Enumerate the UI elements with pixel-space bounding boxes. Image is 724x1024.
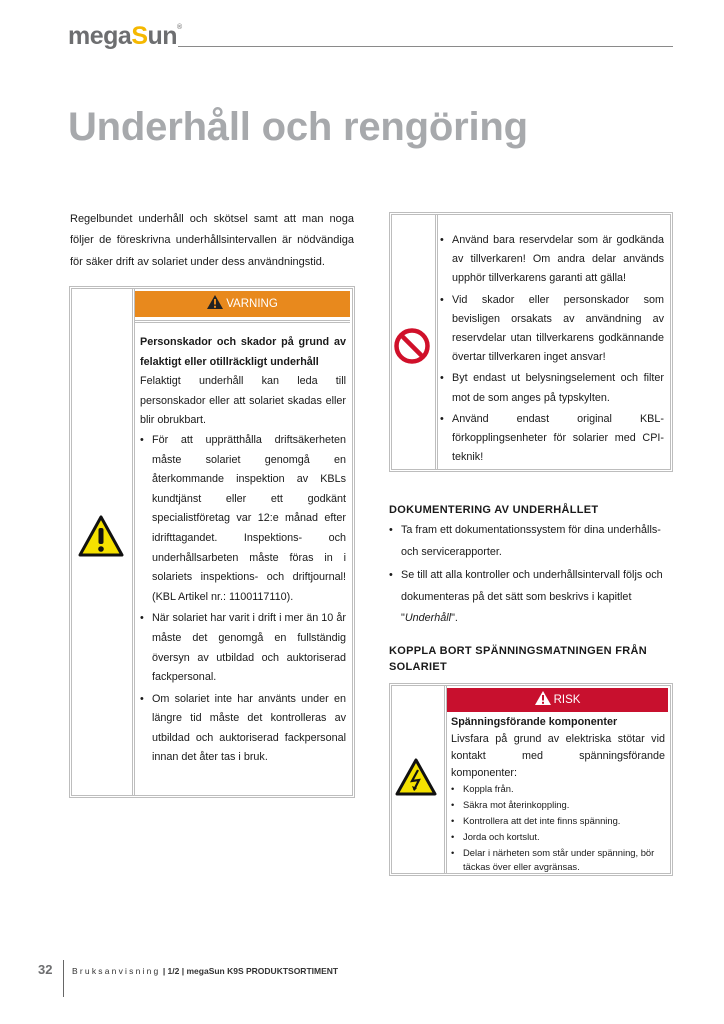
prohibition-content	[440, 231, 664, 469]
list-item: • Använd endast original KBL-förkopplingsenheter för solarier med CPI-teknik!	[440, 410, 664, 468]
list-item-text: ".	[451, 612, 458, 625]
footer-doc-type: Bruksanvisning	[72, 966, 161, 976]
warning-header	[135, 291, 350, 317]
registered-mark: ®	[177, 24, 182, 31]
warning-box	[69, 286, 355, 798]
logo-text-mega: mega	[68, 22, 132, 50]
warning-text: Felaktigt underhåll kan leda till personskador eller att solariet skadas eller blir obrukbart.	[140, 375, 346, 427]
documentation-heading: DOKUMENTERING AV UNDERHÅLLET	[389, 504, 599, 516]
risk-text: Livsfara på grund av elektriska stötar vid kontakt med spänningsförande komponenter:	[451, 733, 665, 779]
footer-separator: | 1/2 |	[160, 966, 187, 976]
chapter-reference: Underhåll	[404, 612, 452, 625]
risk-title: Spänningsförande komponenter	[451, 716, 618, 728]
documentation-list	[389, 520, 673, 632]
list-item	[389, 565, 673, 630]
electrical-hazard-icon	[395, 758, 437, 796]
list-item: • Ta fram ett dokumentationssystem för dina underhålls- och servicerapporter.	[389, 520, 673, 563]
list-item: • När solariet har varit i drift i mer än 10 år måste det genomgå en fullständig översyn av utbildad och auktoriserad fackpersonal.	[140, 609, 346, 687]
risk-header	[447, 688, 668, 712]
footer-product: megaSun K9S PRODUKTSORTIMENT	[186, 966, 339, 976]
prohibition-box	[389, 212, 673, 472]
intro-paragraph: Regelbundet underhåll och skötsel samt att man noga följer de föreskrivna underhållsintervallen är nödvändiga för säker drift av solariet under dess användningstid.	[70, 213, 354, 268]
logo-text-un: un	[147, 22, 178, 50]
risk-icon-column	[392, 686, 447, 873]
footer-text	[72, 966, 338, 976]
warning-icon-column	[72, 289, 135, 795]
risk-content	[451, 714, 665, 876]
list-item: • Jorda och kortslut.	[451, 830, 665, 844]
prohibition-icon	[393, 327, 431, 365]
list-item: • Använd bara reservdelar som är godkända av tillverkaren! Om andra delar används upphör tillverkarens garanti att gälla!	[440, 231, 664, 289]
list-item: • Vid skador eller personskador som bevisligen orsakats av användning av reservdelar utan tillverkarens godkännande övertar tillverkaren inget ansvar!	[440, 291, 664, 368]
prohibition-list	[440, 231, 664, 467]
prohibition-icon-column	[392, 215, 438, 469]
warning-title: Personskador och skador på grund av felaktigt eller otillräckligt underhåll	[140, 336, 346, 368]
page-number: 32	[38, 962, 53, 977]
warning-exclamation-icon	[78, 515, 124, 557]
warning-list	[140, 431, 346, 768]
risk-list	[451, 782, 665, 874]
list-item: • För att upprätthålla driftsäkerheten måste solariet genomgå en återkommande inspektion av KBLs kundtjänst eller ett godkänt specialistföretag var 12:e månad efter idrifttagandet. Inspektions- och underhållsarbeten måste föras in i solariets inspektions- och driftjournal! (KBL Artikel nr.: 1100117110).	[140, 431, 346, 607]
warning-triangle-icon	[207, 295, 223, 309]
list-item: • Om solariet inte har använts under en längre tid måste det kontrolleras av utbildad och auktoriserad fackpersonal innan det åter tas i bruk.	[140, 690, 346, 768]
list-item-text: Se till att alla kontroller och underhållsintervall följs och dokumenteras på det sätt som beskrivs i kapitlet "	[401, 569, 663, 625]
list-item: • Byt endast ut belysningselement och filter mot de som anges på typskylten.	[440, 369, 664, 407]
risk-label: RISK	[553, 694, 581, 706]
list-item: • Koppla från.	[451, 782, 665, 796]
logo-text-s: S	[131, 22, 148, 50]
warning-triangle-icon	[535, 691, 551, 705]
risk-box	[389, 683, 673, 876]
list-item: • Delar i närheten som står under spänning, bör täckas över eller avgränsas.	[451, 846, 665, 874]
megasun-logo	[68, 22, 182, 51]
list-item: • Säkra mot återinkoppling.	[451, 798, 665, 812]
list-item: • Kontrollera att det inte finns spänning.	[451, 814, 665, 828]
header-divider	[178, 46, 673, 47]
footer-divider	[63, 960, 64, 997]
warning-label: VARNING	[226, 298, 278, 310]
warning-content	[140, 333, 346, 770]
page-title: Underhåll och rengöring	[68, 105, 528, 149]
disconnect-heading: KOPPLA BORT SPÄNNINGSMATNINGEN FRÅN SOLARIET	[389, 645, 647, 673]
